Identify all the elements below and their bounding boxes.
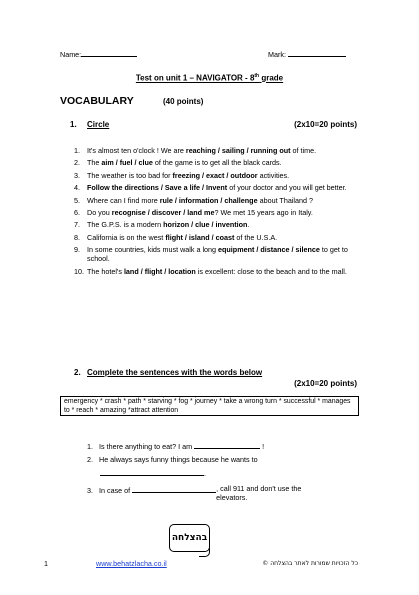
complete-item-1 (87, 440, 264, 451)
question-number: 8. (74, 232, 80, 242)
answer-options[interactable]: aim / fuel / clue (101, 158, 153, 168)
circle-question (74, 233, 362, 242)
word-bank: emergency * crash * path * starving * fog * journey * take a wrong turn * successful * manages to * reach * amazing *attract attention (60, 396, 359, 416)
question-text: is excellent: close to the beach and to the mall. (195, 266, 347, 276)
complete-item-2-line2 (100, 467, 206, 478)
section2-title: Complete the sentences with the words below (87, 368, 263, 377)
behatzlacha-logo: בהצלחה (169, 524, 210, 552)
item-text-after: , call 911 and don't use the elevators. (216, 484, 302, 502)
question-text: of the U.S.A. (234, 232, 278, 242)
answer-blank[interactable] (100, 467, 204, 476)
mark-field (268, 48, 346, 59)
circle-question (74, 171, 362, 180)
name-label: Name: (60, 50, 82, 59)
name-field (60, 48, 137, 59)
page-title: Test on unit 1 – NAVIGATOR - 8th grade (135, 73, 284, 83)
question-text: of time. (290, 146, 317, 155)
mark-label: Mark: (268, 50, 286, 59)
answer-options[interactable]: recognise / discover / land me (111, 207, 215, 217)
question-number: 5. (74, 195, 80, 205)
copyright-text: כל הזכויות שמורות לאתר בהצלחה © (262, 560, 358, 567)
section1-points: (2x10=20 points) (294, 120, 357, 129)
circle-question (74, 245, 362, 263)
item-number: 3. (87, 486, 93, 495)
question-text: The G.P.S. is a modern (87, 220, 164, 230)
circle-question (74, 183, 362, 192)
section1-number: 1. (70, 120, 77, 129)
circle-question (74, 196, 362, 205)
answer-options[interactable]: Follow the directions / Save a life / Invent (87, 183, 228, 193)
answer-options[interactable]: flight / island / coast (165, 232, 235, 242)
question-number: 9. (74, 245, 80, 255)
item-text-after: . (204, 469, 206, 478)
question-number: 4. (74, 183, 80, 193)
complete-item-3 (87, 484, 332, 502)
item-number: 2. (87, 455, 93, 464)
circle-question (74, 208, 362, 217)
section2-points: (2x10=20 points) (294, 379, 357, 388)
item-text-before: In case of (99, 486, 131, 495)
vocabulary-heading: VOCABULARY (60, 95, 134, 107)
answer-options[interactable]: land / flight / location (123, 266, 196, 276)
question-text: It's almost ten o'clock ! We are (87, 146, 186, 155)
section2-number: 2. (74, 368, 81, 377)
question-number: 2. (74, 158, 80, 168)
question-text: activities. (257, 170, 290, 180)
website-link[interactable]: www.behatzlacha.co.il (96, 559, 167, 568)
section1-title: Circle (87, 120, 110, 129)
question-text: to get to school. (87, 245, 348, 264)
item-text-before: Is there anything to eat? I am (99, 442, 193, 451)
name-blank[interactable] (81, 48, 137, 57)
mark-blank[interactable] (288, 48, 346, 57)
complete-item-2 (87, 455, 327, 464)
question-text: of the game is to get all the black cards. (152, 158, 282, 168)
answer-options[interactable]: reaching / sailing / running out (185, 146, 291, 155)
question-number: 6. (74, 207, 80, 217)
circle-question-list (74, 146, 362, 279)
question-number: 1. (74, 146, 80, 155)
circle-question (74, 146, 362, 155)
item-number: 1. (87, 442, 93, 451)
question-text: . (247, 220, 250, 230)
question-text: Do you (87, 207, 112, 217)
question-text: Where can I find more (87, 195, 160, 205)
circle-question (74, 267, 362, 276)
question-text: ? We met 15 years ago in Italy. (214, 207, 313, 217)
question-number: 3. (74, 170, 80, 180)
answer-options[interactable]: rule / information / challenge (159, 195, 258, 205)
vocabulary-points: (40 points) (163, 97, 204, 106)
question-number: 7. (74, 220, 80, 230)
question-text: In some countries, kids must walk a long (87, 245, 219, 255)
answer-options[interactable]: horizon / clue / invention (163, 220, 248, 230)
question-text: California is on the west (87, 232, 166, 242)
question-text: The hotel's (87, 266, 124, 276)
answer-blank[interactable] (132, 484, 216, 493)
item-text-after: ! (262, 442, 265, 451)
question-number: 10. (74, 266, 84, 276)
question-text: The weather is too bad for (87, 170, 173, 180)
answer-blank[interactable] (194, 440, 260, 449)
circle-question (74, 220, 362, 229)
question-text: about Thailand ? (257, 195, 313, 205)
item-text-before: He always says funny things because he wants to (99, 455, 258, 464)
question-text: of your doctor and you will get better. (227, 183, 347, 193)
circle-question (74, 158, 362, 167)
page-number: 1 (44, 559, 48, 568)
question-text: The (87, 158, 102, 168)
answer-options[interactable]: freezing / exact / outdoor (172, 170, 258, 180)
answer-options[interactable]: equipment / distance / silence (218, 245, 320, 255)
